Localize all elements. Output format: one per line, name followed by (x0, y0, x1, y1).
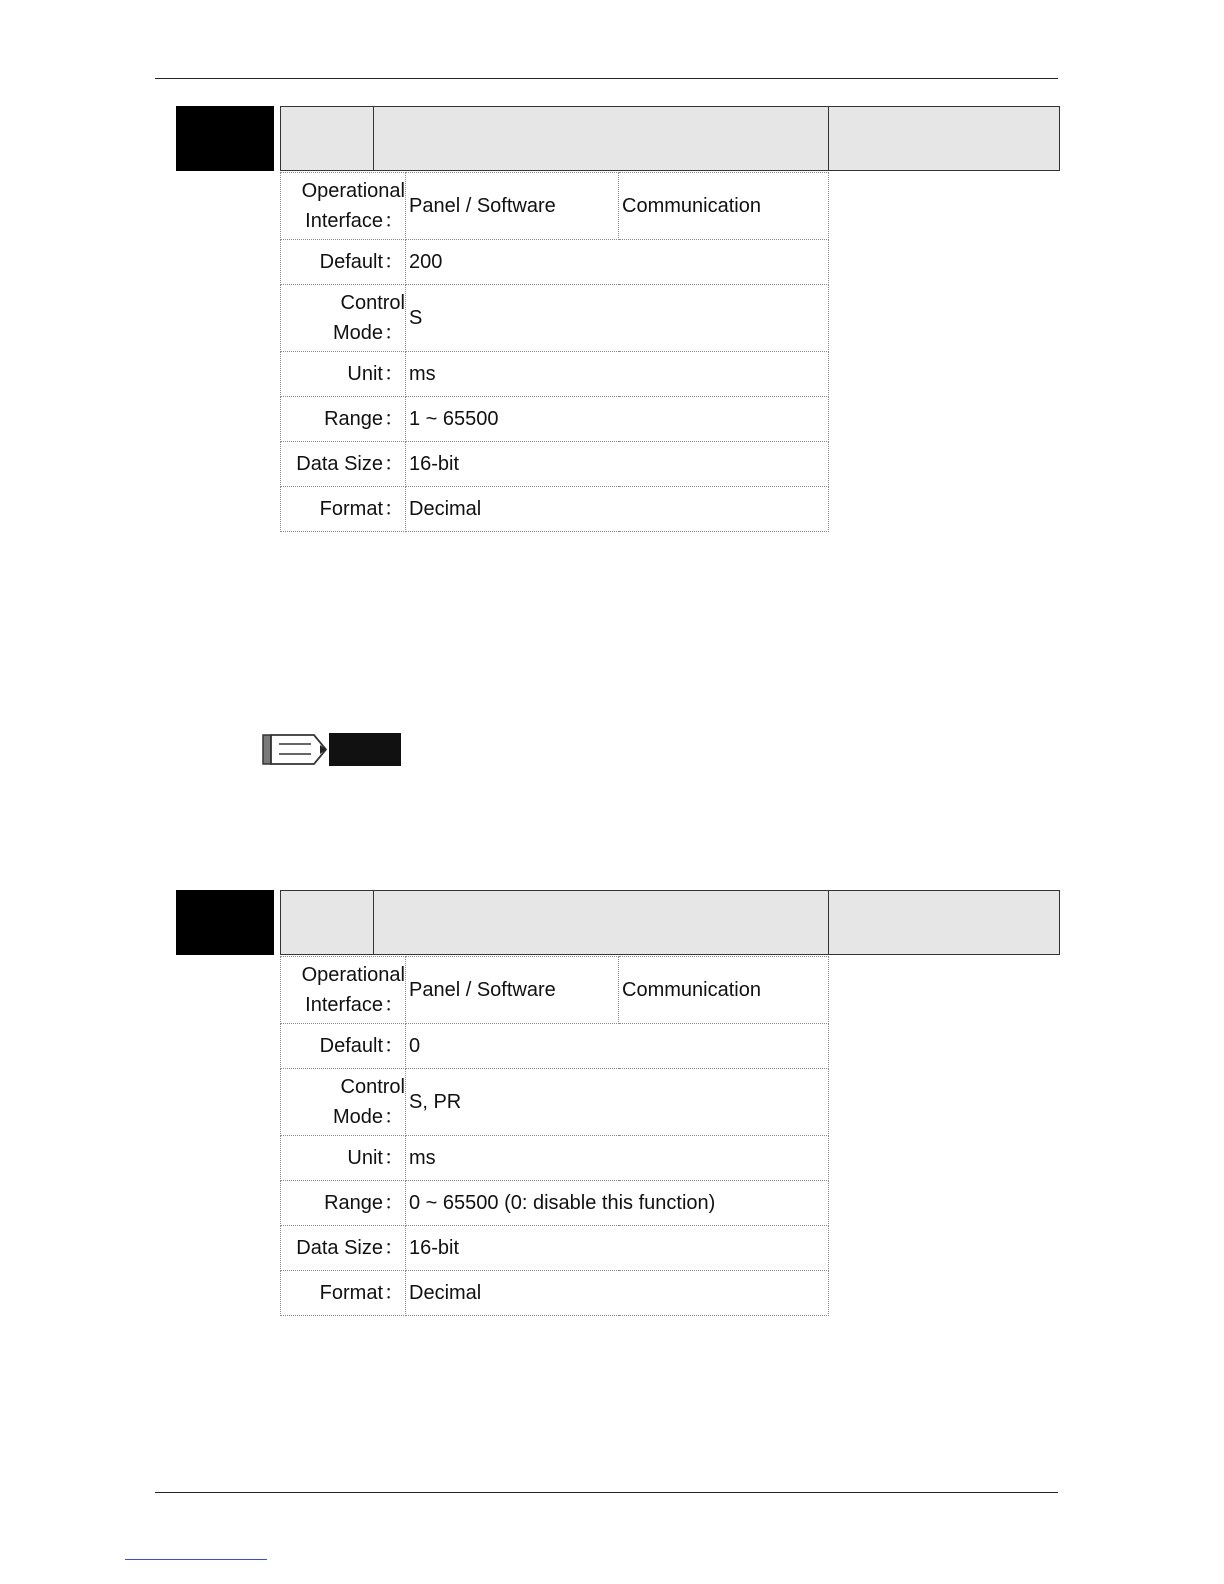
footer-rule (155, 1492, 1058, 1493)
data-size-value: 16-bit (406, 1226, 829, 1271)
interface-communication: Communication (619, 173, 829, 240)
range-value: 0 ~ 65500 (0: disable this function) (406, 1181, 829, 1226)
format-label: Format： (281, 1271, 406, 1316)
header-rule (155, 78, 1058, 79)
control-mode-row (281, 1069, 829, 1136)
control-mode-value: S, PR (406, 1069, 829, 1136)
header-divider (373, 107, 374, 170)
interface-panel: Panel / Software (406, 173, 619, 240)
control-mode-label: Control Mode： (281, 285, 406, 352)
range-label: Range： (281, 397, 406, 442)
pencil-icon (262, 733, 328, 767)
colon: ： (384, 210, 404, 232)
default-label: Default： (281, 1024, 406, 1069)
interface-label-line2: Interface (305, 210, 383, 232)
format-value: Decimal (406, 1271, 829, 1316)
parameter-header-bar (280, 890, 1060, 955)
range-row (281, 397, 829, 442)
parameter-spec-table (280, 956, 829, 1316)
control-mode-value: S (406, 285, 829, 352)
data-size-label: Data Size： (281, 442, 406, 487)
default-value: 0 (406, 1024, 829, 1069)
default-value: 200 (406, 240, 829, 285)
interface-communication: Communication (619, 957, 829, 1024)
header-divider (828, 891, 829, 954)
parameter-spec-table (280, 172, 829, 532)
header-divider (828, 107, 829, 170)
unit-row (281, 352, 829, 397)
parameter-code-block (176, 890, 274, 955)
default-row (281, 1024, 829, 1069)
format-label: Format： (281, 487, 406, 532)
interface-label (281, 173, 406, 240)
data-size-value: 16-bit (406, 442, 829, 487)
unit-label: Unit： (281, 1136, 406, 1181)
default-row (281, 240, 829, 285)
unit-value: ms (406, 1136, 829, 1181)
format-row (281, 487, 829, 532)
unit-label: Unit： (281, 352, 406, 397)
parameter-header-bar (280, 106, 1060, 171)
interface-panel: Panel / Software (406, 957, 619, 1024)
interface-label: Operational Interface： (281, 957, 406, 1024)
range-row (281, 1181, 829, 1226)
unit-row (281, 1136, 829, 1181)
note-label-block (329, 733, 401, 766)
interface-label-line1: Operational (301, 180, 405, 202)
range-value: 1 ~ 65500 (406, 397, 829, 442)
data-size-label: Data Size： (281, 1226, 406, 1271)
control-mode-row (281, 285, 829, 352)
control-mode-label: Control Mode： (281, 1069, 406, 1136)
parameter-code-block (176, 106, 274, 171)
interface-row (281, 957, 829, 1024)
default-label: Default： (281, 240, 406, 285)
footer-link-underline[interactable] (125, 1559, 267, 1560)
unit-value: ms (406, 352, 829, 397)
format-value: Decimal (406, 487, 829, 532)
format-row (281, 1271, 829, 1316)
interface-row (281, 173, 829, 240)
data-size-row (281, 1226, 829, 1271)
range-label: Range： (281, 1181, 406, 1226)
note-marker (262, 733, 402, 767)
header-divider (373, 891, 374, 954)
data-size-row (281, 442, 829, 487)
